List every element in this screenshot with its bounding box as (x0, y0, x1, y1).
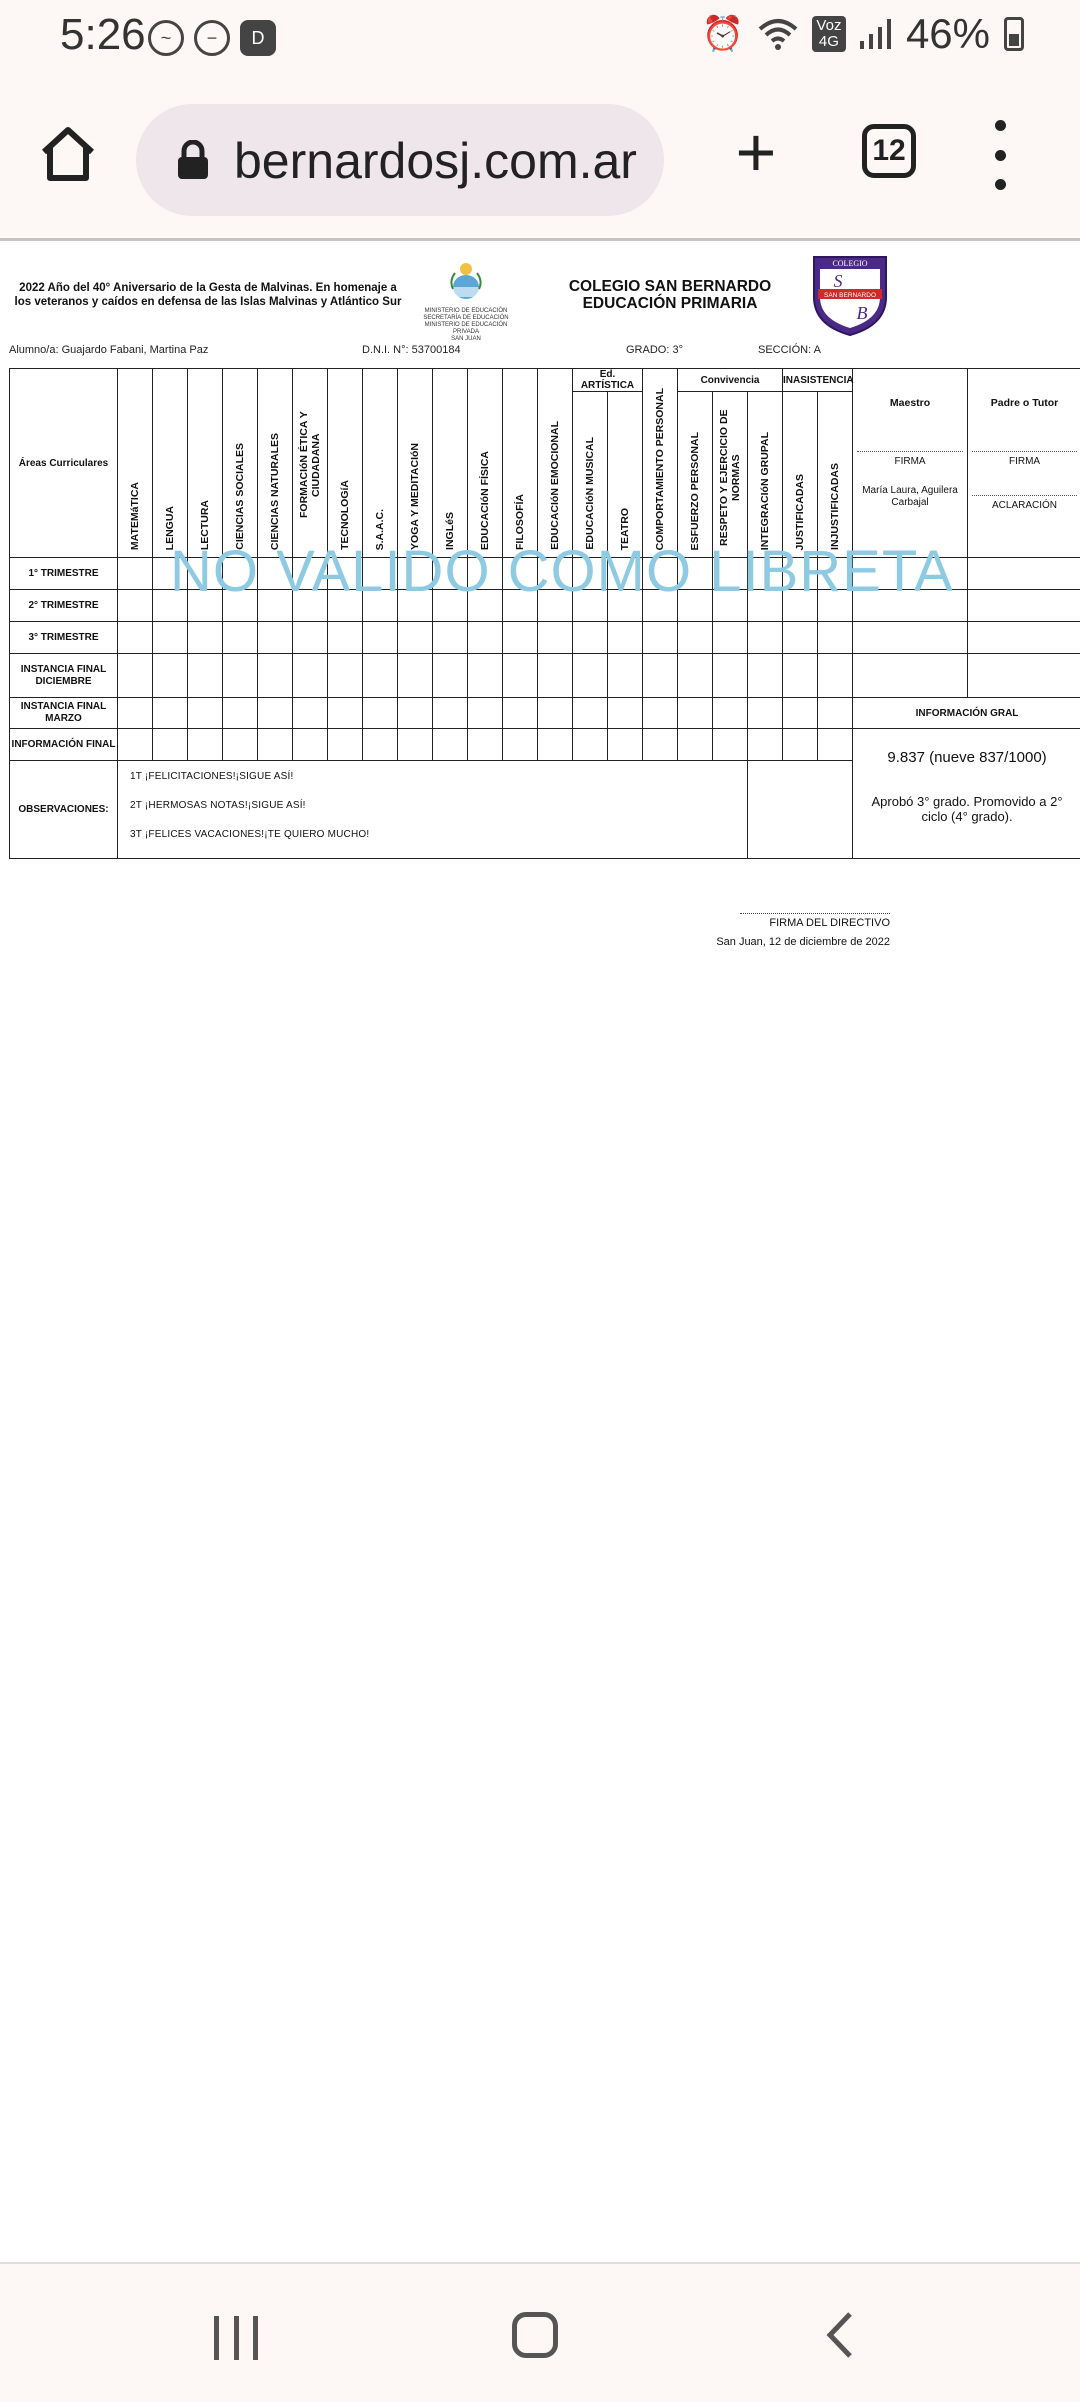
ministry-line-3: MINISTERIO DE EDUCACIÓN (424, 322, 508, 328)
tutor-firma-label: FIRMA (1008, 456, 1041, 467)
maestro-signature-cell (853, 369, 968, 558)
maestro-firma-label: FIRMA (894, 456, 926, 467)
row-label-t3: 3° TRIMESTRE (10, 622, 118, 654)
messenger-icon: ~ (148, 20, 184, 56)
observation-1: 1T ¡FELICITACIONES!¡SIGUE ASÍ! (130, 771, 294, 782)
group-header-artistica: Ed. ARTÍSTICA (573, 369, 643, 392)
watermark: NO VALIDO COMO LIBRETA (170, 539, 954, 604)
home-nav-icon[interactable] (512, 2312, 558, 2358)
lock-icon (176, 140, 210, 180)
signal-icon (860, 19, 892, 49)
tutor-label: Padre o Tutor (990, 397, 1059, 409)
browser-toolbar (0, 80, 1080, 238)
grades-table (9, 368, 1080, 859)
director-label: FIRMA DEL DIRECTIVO (769, 917, 890, 929)
student-section: SECCIÓN: A (758, 344, 821, 356)
do-not-disturb-icon: − (194, 20, 230, 56)
report-card-document (0, 241, 1080, 1261)
subject-header: MATEMáTICA (118, 369, 153, 558)
subject-header: LENGUA (153, 369, 188, 558)
subject-header: LECTURA (188, 369, 223, 558)
general-info-cell (853, 729, 1080, 859)
logo-college-text: COLEGIO (832, 259, 868, 268)
director-signature (680, 913, 890, 952)
group-header-inasistencia: INASISTENCIA (783, 369, 853, 392)
status-right (702, 10, 1024, 58)
url-text[interactable]: bernardosj.com.ar (234, 133, 637, 189)
row-label-final-dic: INSTANCIA FINAL DICIEMBRE (10, 654, 118, 698)
status-time: 5:26 (60, 10, 146, 59)
aclaracion-label: ACLARACIÓN (992, 500, 1058, 511)
ministry-line-1: MINISTERIO DE EDUCACIÓN (424, 308, 508, 314)
ministry-line-5: SAN JUAN (451, 336, 481, 342)
more-menu-icon[interactable] (990, 120, 1010, 190)
battery-percent: 46% (905, 10, 990, 57)
tab-switcher-button[interactable]: 12 (862, 124, 916, 178)
home-icon[interactable] (38, 124, 98, 184)
info-gral-header: INFORMACIÓN GRAL (853, 698, 1080, 729)
network-badge: Voz 4G (812, 16, 846, 52)
subject-header: CIENCIAS NATURALES (258, 369, 293, 558)
battery-icon (1004, 17, 1024, 51)
group-header-convivencia: Convivencia (678, 369, 783, 392)
status-bar (0, 0, 1080, 80)
subject-header: INTEGRACIóN GRUPAL (748, 392, 783, 558)
subject-header: INGLéS (433, 369, 468, 558)
observaciones-label: OBSERVACIONES: (10, 761, 118, 859)
areas-header: Áreas Curriculares (10, 369, 118, 558)
ministry-line-4: PRIVADA (453, 329, 479, 335)
row-label-t2: 2° TRIMESTRE (10, 590, 118, 622)
ministry-line-2: SECRETARÍA DE EDUCACIÓN (423, 315, 509, 321)
school-level: EDUCACIÓN PRIMARIA (582, 295, 758, 312)
recent-apps-icon[interactable] (214, 2316, 258, 2360)
observation-2: 2T ¡HERMOSAS NOTAS!¡SIGUE ASÍ! (130, 800, 306, 811)
school-title (540, 278, 800, 312)
logo-s-text: S (833, 271, 843, 291)
row-label-final-marzo: INSTANCIA FINAL MARZO (10, 698, 118, 729)
tutor-signature-cell (968, 369, 1080, 558)
ministry-block (416, 261, 516, 343)
coat-of-arms-icon (449, 261, 483, 301)
back-icon[interactable] (820, 2310, 860, 2360)
observation-3: 3T ¡FELICES VACACIONES!¡TE QUIERO MUCHO! (130, 829, 370, 840)
commemoration-header: 2022 Año del 40° Aniversario de la Gesta de Malvinas. En homenaje a los veteranos y caídos en defensa de las Islas Malvinas y Atlántico Sur (14, 282, 402, 308)
address-bar[interactable] (136, 104, 664, 216)
student-dni: D.N.I. N°: 53700184 (362, 344, 461, 356)
subject-header: EDUCACIóN MUSICAL (573, 392, 608, 558)
place-date: San Juan, 12 de diciembre de 2022 (716, 936, 890, 948)
logo-b-text: B (856, 303, 868, 323)
alarm-icon: ⏰ (701, 15, 744, 53)
final-score: 9.837 (nueve 837/1000) (887, 749, 1047, 766)
subject-header: FILOSOFÍA (503, 369, 538, 558)
wifi-icon (758, 17, 798, 51)
student-name: Alumno/a: Guajardo Fabani, Martina Paz (9, 344, 209, 356)
subject-header: RESPETO Y EJERCICIO DE NORMAS (713, 392, 748, 558)
subject-header: EDUCACIóN EMOCIONAL (538, 369, 573, 558)
new-tab-button[interactable]: + (735, 113, 777, 191)
student-grade: GRADO: 3° (626, 344, 683, 356)
promotion-text: Aprobó 3° grado. Promovido a 2° ciclo (4° grado). (871, 794, 1063, 824)
logo-band-text: SAN BERNARDO (823, 292, 877, 299)
subject-header: YOGA Y MEDITACIóN (398, 369, 433, 558)
subject-header: FORMACIóN ÉTICA Y CIUDADANA (293, 369, 328, 558)
row-label-info-final: INFORMACIÓN FINAL (10, 729, 118, 761)
row-label-t1: 1° TRIMESTRE (10, 558, 118, 590)
subject-header: JUSTIFICADAS (783, 392, 818, 558)
notification-icons (148, 20, 276, 56)
system-nav-bar (0, 2262, 1080, 2402)
subject-header: CIENCIAS SOCIALES (223, 369, 258, 558)
school-name: COLEGIO SAN BERNARDO (568, 278, 772, 295)
subject-header: TECNOLOGíA (328, 369, 363, 558)
school-logo (810, 249, 890, 337)
subject-header: S.A.A.C. (363, 369, 398, 558)
subject-header: INJUSTIFICADAS (818, 392, 853, 558)
subject-header: TEATRO (608, 392, 643, 558)
observaciones-cell (118, 761, 748, 859)
subject-header: EDUCACIóN FÍSICA (468, 369, 503, 558)
maestro-label: Maestro (889, 397, 931, 409)
maestro-name: María Laura, Aguilera Carbajal (862, 485, 958, 508)
subject-header: COMPORTAMIENTO PERSONAL (643, 369, 678, 558)
disney-plus-icon: D (240, 20, 276, 56)
subject-header: ESFUERZO PERSONAL (678, 392, 713, 558)
